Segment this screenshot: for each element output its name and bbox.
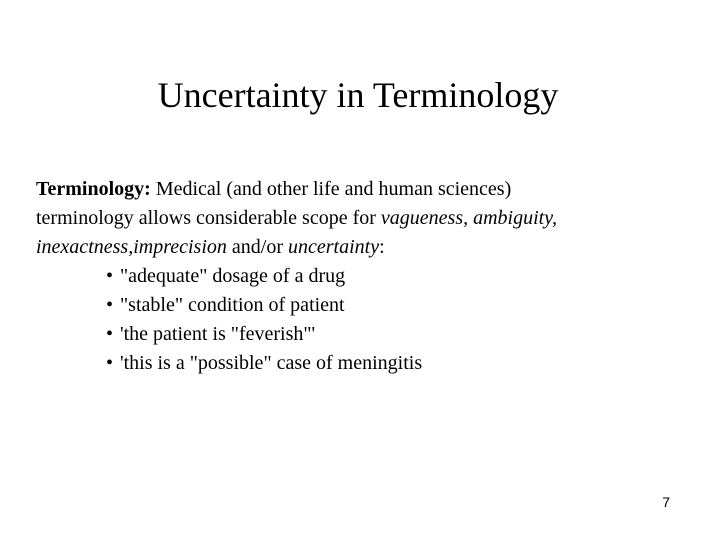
body-line-1	[36, 175, 696, 204]
bullet-icon: •	[106, 265, 114, 287]
bullet-item	[36, 320, 696, 349]
bullet-item	[36, 291, 696, 320]
bullet-list	[36, 262, 696, 378]
bullet-icon: •	[106, 294, 114, 316]
body-line-3-text-a: and/or	[226, 236, 288, 258]
slide-title: Uncertainty in Terminology	[157, 75, 559, 115]
bullet-text: "adequate" dosage of a drug	[120, 265, 346, 287]
bullet-text: "stable" condition of patient	[120, 294, 345, 316]
bullet-text: 'this is a "possible" case of meningitis	[120, 352, 423, 374]
bullet-text: 'the patient is "feverish"'	[120, 323, 316, 345]
body-line-3-text-b: :	[379, 236, 385, 258]
bullet-item	[36, 349, 696, 378]
bullet-icon: •	[106, 352, 114, 374]
body-line-3-emphasis-a: inexactness,imprecision	[36, 236, 227, 258]
body-line-1-text: Medical (and other life and human sciences)	[150, 178, 512, 200]
slide-body	[36, 175, 696, 378]
page-number: 7	[662, 494, 670, 510]
terminology-label: Terminology:	[36, 178, 151, 200]
body-line-2-text: terminology allows considerable scope for	[36, 207, 381, 229]
body-line-3-emphasis-b: uncertainty	[287, 236, 380, 258]
body-line-3	[36, 233, 696, 262]
bullet-item	[36, 262, 696, 291]
body-line-2-emphasis: vagueness, ambiguity,	[380, 207, 557, 229]
body-line-2	[36, 204, 696, 233]
bullet-icon: •	[106, 323, 114, 345]
